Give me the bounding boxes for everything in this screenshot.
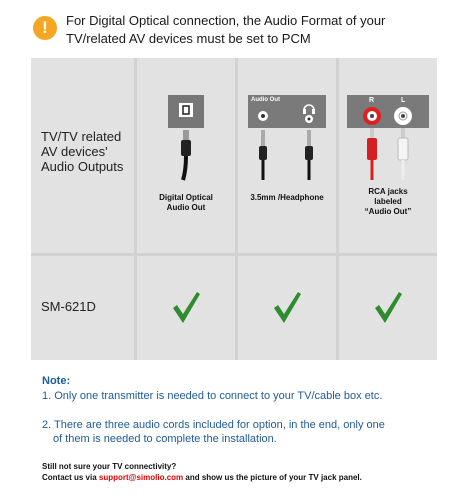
caption-line: 3.5mm /Headphone	[250, 193, 324, 202]
note-item-2-line-1: 2. There are three audio cords included for option, in the end, only one	[42, 419, 385, 431]
support-email-link[interactable]: support@simolio.com	[98, 473, 184, 482]
rca-jacks-icon	[339, 58, 437, 198]
headphone-jack-icon	[238, 58, 336, 198]
caption-headphone	[238, 193, 336, 203]
caption-line: labeled	[374, 197, 402, 206]
row-label-model: SM-621D	[41, 299, 96, 314]
header-line-2: TV/related AV devices must be set to PCM	[66, 31, 311, 46]
footer-line-2	[42, 473, 362, 482]
row-label-line: Audio Outputs	[41, 159, 124, 174]
note-item-2-line-2: of them is needed to complete the installation.	[53, 433, 277, 445]
cell-check-optical	[137, 256, 235, 360]
checkmark-icon	[171, 290, 201, 324]
row-label-cell-outputs	[31, 58, 134, 253]
caption-optical	[137, 193, 235, 213]
caption-line: Digital Optical	[159, 193, 213, 202]
header-line-1: For Digital Optical connection, the Audio Format of your	[66, 13, 386, 28]
cell-optical	[137, 58, 235, 253]
checkmark-icon	[272, 290, 302, 324]
row-label-line: AV devices'	[41, 144, 108, 159]
note-item-1: 1. Only one transmitter is needed to connect to your TV/cable box etc.	[42, 390, 383, 402]
compatibility-table	[31, 58, 437, 360]
caption-line: “Audio Out”	[364, 207, 412, 216]
footer-prefix: Contact us via	[42, 473, 99, 482]
footer-line-1: Still not sure your TV connectivity?	[42, 462, 177, 471]
footer-suffix: and show us the picture of your TV jack panel.	[183, 473, 362, 482]
optical-port-icon	[137, 58, 235, 198]
row-label-line: TV/TV related	[41, 129, 122, 144]
panel-label-audio-out: Audio Out	[251, 97, 280, 103]
caption-rca	[339, 187, 437, 217]
caption-line: Audio Out	[166, 203, 206, 212]
row-label-outputs	[41, 129, 123, 174]
panel-label-l: L	[401, 97, 406, 104]
cell-headphone	[238, 58, 336, 253]
row-label-cell-model	[31, 256, 134, 360]
caption-line: RCA jacks	[368, 187, 408, 196]
cell-rca	[339, 58, 437, 253]
warning-icon: !	[33, 16, 57, 40]
note-title: Note:	[42, 375, 71, 387]
header	[0, 0, 465, 58]
checkmark-icon	[373, 290, 403, 324]
cell-check-headphone	[238, 256, 336, 360]
cell-check-rca	[339, 256, 437, 360]
panel-label-r: R	[369, 97, 375, 104]
